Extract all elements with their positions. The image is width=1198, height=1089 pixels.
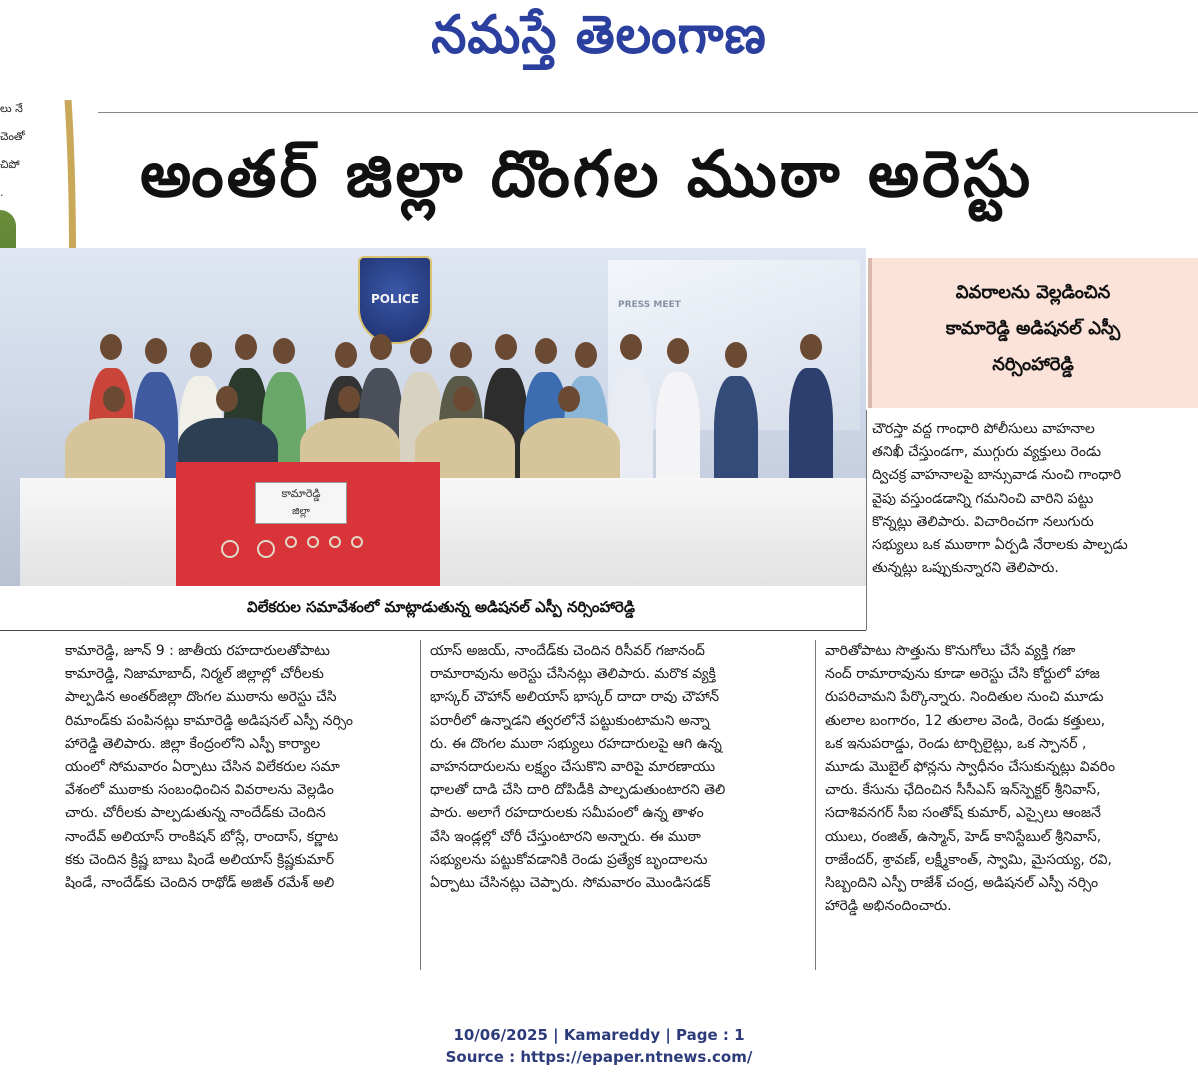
text-line: పరారీలో ఉన్నాడని త్వరలోనే పట్టుకుంటామని అన్నా <box>430 712 710 729</box>
text-line: తులాల బంగారం, 12 తులాల వెండి, రెండు కత్తులు, <box>825 712 1106 729</box>
sidebar-line: కామారెడ్డి అడిషనల్ ఎస్పీ <box>945 318 1121 339</box>
headline: అంతర్ జిల్లా దొంగల ముఠా అరెస్టు <box>140 138 1034 212</box>
screen-text: PRESS MEET <box>618 300 681 310</box>
text-line: పాల్పడిన అంతర్‌జిల్లా దొంగల ముఠాను అరెస్టు చేసి <box>65 689 337 706</box>
person-head <box>667 338 689 364</box>
person-head <box>495 334 517 360</box>
person-head <box>273 338 295 364</box>
person-head <box>410 338 432 364</box>
text-line: రుపరిచామని పేర్కొన్నారు. నిందితుల నుంచి మూడు <box>825 689 1104 706</box>
news-photo <box>0 248 866 586</box>
left-fragment-line: చిపో <box>0 158 20 171</box>
person-head <box>100 334 122 360</box>
source-link[interactable]: Source : https://epaper.ntnews.com/ <box>445 1048 753 1066</box>
right-column-top <box>872 418 1198 580</box>
person-head <box>453 386 475 412</box>
person-head <box>725 342 747 368</box>
text-line: పారు. అలాగే రహదారులకు సమీపంలో ఉన్న తాళం <box>430 805 704 822</box>
left-fragment-line: లు నే <box>0 102 23 115</box>
person-head <box>575 342 597 368</box>
text-line: ధాలతో దాడి చేసి దారి దోపిడీకి పాల్పడుతుంటారని తెలి <box>430 782 726 799</box>
text-line: కామారెడ్డి, నిజామాబాద్, నిర్మల్ జిల్లాల్లో చోరీలకు <box>65 666 324 683</box>
text-line: వాహనదారులను లక్ష్యం చేసుకొని వారిపై మారణాయు <box>430 759 716 776</box>
text-line: రాజేందర్, శ్రావణ్, లక్ష్మీకాంత్, స్వామి, మైసయ్య, రవి, <box>825 851 1112 868</box>
text-line: నాందేవ్ అలియాస్ రాంకిషన్ బోస్లే, రాందాస్, కర్ణాట <box>65 828 339 845</box>
article-column-2 <box>430 640 810 895</box>
text-line: యాస్ అజయ్, నాందేడ్‌కు చెందిన రిసీవర్ గజానంద్ <box>430 643 705 659</box>
sidebar-line: నర్సింహారెడ్డి <box>992 354 1074 375</box>
text-line: సభ్యులను పట్టుకోవడానికి రెండు ప్రత్యేక బృందాలను <box>430 851 708 868</box>
text-line: ఒక ఇనుపరాడ్డు, రెండు టార్చిలైట్లు, ఒక స్పానర్ , <box>825 735 1087 752</box>
text-line: నంద్ రామారావును కూడా అరెస్టు చేసి కోర్టులో హాజ <box>825 666 1100 683</box>
person-head <box>535 338 557 364</box>
masthead <box>0 0 1198 78</box>
text-line: షిండే, నాందేడ్‌కు చెందిన రాథోడ్ అజిత్ రమేశ్ అలి <box>65 875 335 892</box>
person-head <box>216 386 238 412</box>
headline-rule <box>98 112 1198 113</box>
column-divider <box>866 410 867 630</box>
text-line: తనిఖీ చేస్తుండగా, ముగ్గురు వ్యక్తులు రెండు <box>872 444 1102 461</box>
text-line: రిమాండ్‌కు పంపినట్లు కామారెడ్డి అడిషనల్ ఎస్పీ నర్సిం <box>65 712 353 729</box>
text-line: వేశంలో ముఠాకు సంబంధించిన వివరాలను వెల్లడిం <box>65 782 334 799</box>
text-line: భాస్కర్ చౌహాన్ అలియాస్ భాస్కర్ దాదా రావు చౌహాన్ <box>430 689 720 706</box>
text-line: కకు చెందిన క్రిష్ణ బాబు షిండే అలియాస్ క్రిష్ణకుమార్ <box>65 851 335 868</box>
text-line: సిబ్బందిని ఎస్పీ రాజేశ్ చంద్ర, అడిషనల్ ఎస్పీ నర్సిం <box>825 875 1099 892</box>
text-line: వైపు వస్తుండడాన్ని గమనించి వారిని పట్టు <box>872 490 1094 507</box>
left-fragment-line: చెంతో <box>0 130 25 143</box>
left-fragment-line: . <box>0 186 4 199</box>
column-divider <box>815 640 816 970</box>
text-line: మూడు మొబైల్ ఫోన్లను స్వాధీనం చేసుకున్నట్లు వివరిం <box>825 759 1116 776</box>
person-head <box>450 342 472 368</box>
newspaper-title: నమస్తే తెలంగాణ <box>431 4 767 66</box>
sidebar-line: వివరాలను వెల్లడించిన <box>955 282 1111 303</box>
text-line: చారు. చోరీలకు పాల్పడుతున్న నాందేడ్‌కు చెందిన <box>65 805 326 822</box>
caption-rule <box>0 630 866 631</box>
board-label-card <box>255 482 347 524</box>
text-line: కొన్నట్లు తెలిపారు. విచారించగా నలుగురు <box>872 513 1094 530</box>
text-line: చారు. కేసును ఛేదించిన సీసీఎస్ ఇన్‌స్పెక్టర్ శ్రీనివాస్, <box>825 782 1101 799</box>
text-line: హారెడ్డి తెలిపారు. జిల్లా కేంద్రంలోని ఎస్పీ కార్యాల <box>65 735 321 752</box>
person-head <box>103 386 125 412</box>
person-head <box>335 342 357 368</box>
person-head <box>800 334 822 360</box>
text-line: యులు, రంజిత్, ఉస్మాన్, హెడ్ కానిస్టేబుల్ శ్రీనివాస్, <box>825 828 1102 845</box>
text-line: సదాశివనగర్ సీఐ సంతోష్ కుమార్, ఎస్సైలు ఆంజనే <box>825 805 1101 822</box>
seized-jewellery <box>215 536 395 572</box>
badge-label: POLICE <box>370 292 420 306</box>
text-line: ఏర్పాటు చేసినట్లు చెప్పారు. సోమవారం మొండిసడక్ <box>430 875 711 892</box>
text-line: సభ్యులు ఒక ముఠాగా ఏర్పడి నేరాలకు పాల్పడు <box>872 537 1128 554</box>
person-head <box>190 342 212 368</box>
text-line: ద్విచక్ర వాహనాలపై బాన్సువాడ నుంచి గాంధారి <box>872 467 1122 484</box>
table <box>20 478 866 586</box>
text-line: వేసి ఇండ్లల్లో చోరీ చేస్తుంటారని అన్నారు. ఈ ముఠా <box>430 828 701 845</box>
person-head <box>145 338 167 364</box>
person-head <box>620 334 642 360</box>
edition-info: 10/06/2025 | Kamareddy | Page : 1 <box>453 1026 745 1044</box>
article-column-3 <box>825 640 1198 918</box>
text-line: వారితోపాటు సొత్తును కొనుగోలు చేసే వ్యక్తి గజా <box>825 643 1076 659</box>
photo-caption: విలేకరుల సమావేశంలో మాట్లాడుతున్న అడిషనల్ ఎస్పీ నర్సింహారెడ్డి <box>247 598 635 616</box>
text-line: చౌరస్తా వద్ద గాంధారి పోలీసులు వాహనాల <box>872 421 1095 437</box>
person-head <box>235 334 257 360</box>
text-line: కామారెడ్డి, జూన్ 9 : జాతీయ రహదారులతోపాటు <box>65 643 330 659</box>
person-head <box>338 386 360 412</box>
person-head <box>370 334 392 360</box>
column-divider <box>420 640 421 970</box>
article-column-1 <box>65 640 410 895</box>
text-line: తున్నట్లు ఒప్పుకున్నారని తెలిపారు. <box>872 560 1059 577</box>
text-line: హారెడ్డి అభినందించారు. <box>825 898 952 915</box>
text-line: రామారావును అరెస్టు చేసినట్లు తెలిపారు. మరొక వ్యక్తి <box>430 666 716 683</box>
board-card-line: కామారెడ్డి <box>281 487 321 500</box>
board-card-line: జిల్లా <box>292 506 310 517</box>
text-line: రు. ఈ దొంగల ముఠా సభ్యులు రహదారులపై ఆగి ఉన్న <box>430 735 722 752</box>
person-head <box>558 386 580 412</box>
text-line: యంలో సోమవారం ఏర్పాటు చేసిన విలేకరుల సమా <box>65 759 340 776</box>
